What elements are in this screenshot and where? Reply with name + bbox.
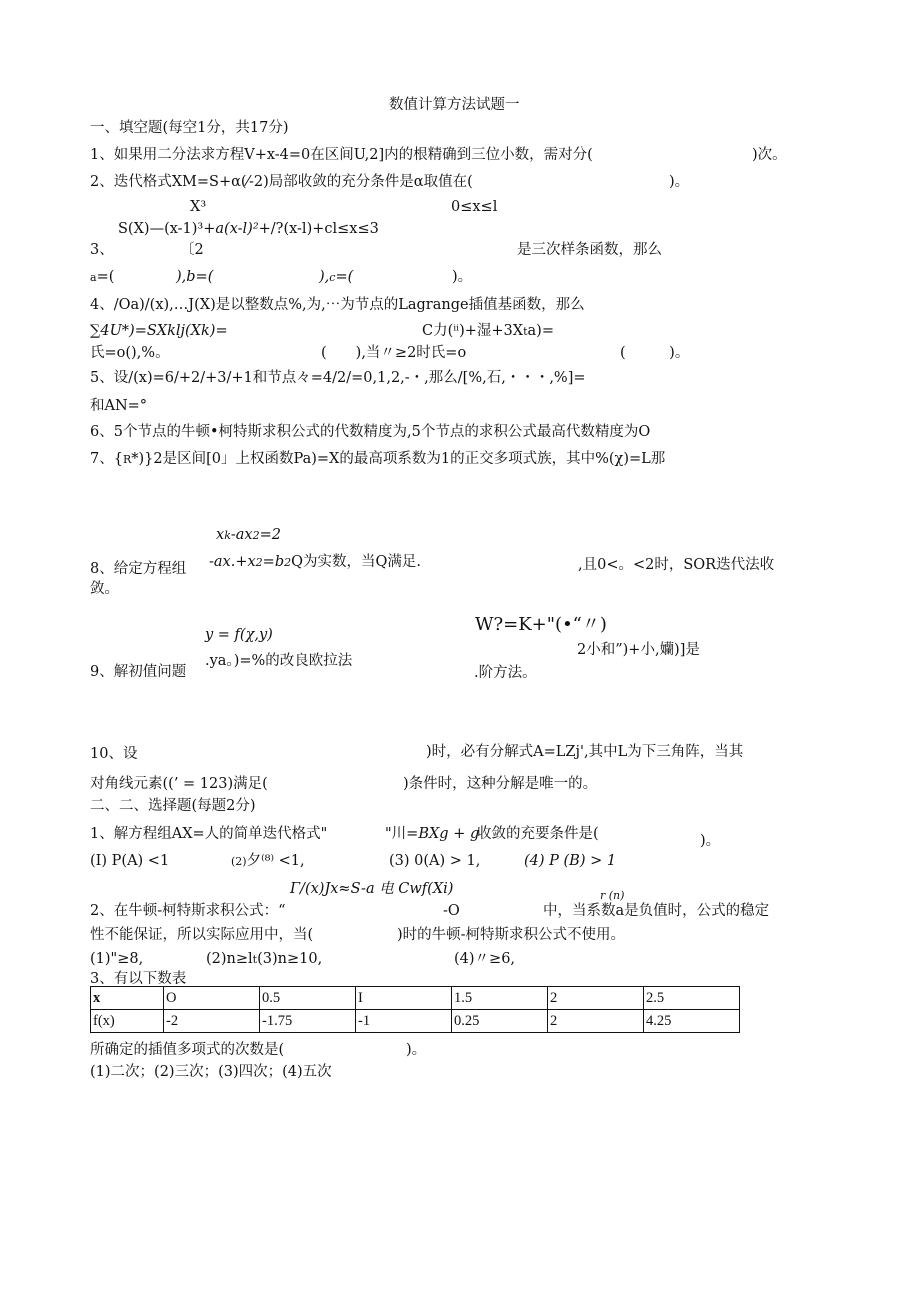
- eq1-ax: -ax: [230, 527, 253, 543]
- option-2-1-2-text: 夕⁽⁸⁾ <1,: [246, 853, 305, 869]
- option-2-2-2-sub: t: [252, 953, 258, 966]
- table-row-x: [91, 987, 740, 1010]
- option-2-1-2-number: (2): [231, 855, 247, 868]
- table-cell: 2: [548, 1010, 644, 1033]
- ode-initial-condition: .ya。)=%的改良欧拉法: [205, 653, 353, 669]
- table-cell: 1.5: [452, 987, 548, 1010]
- question-1-10-line2: 对角线元素((’ = 123)满足(: [90, 776, 268, 792]
- question-1-10-mid: )时，必有分解式A=LZj',其中L为下三角阵，当其: [426, 744, 744, 760]
- option-2-1-2: [231, 852, 305, 871]
- question-1-3-tail: 是三次样条函数，那么: [517, 242, 662, 258]
- option-2-1-3: (3) 0(A) > 1,: [389, 853, 481, 869]
- table-cell: f(x): [91, 1010, 164, 1033]
- question-1-2-text: 2、迭代格式XM=S+α(⁄-2)局部收敛的充分条件是α取值在(: [90, 174, 473, 190]
- spline-range-1: 0≤x≤l: [451, 199, 498, 215]
- question-1-8-line2: 敛。: [90, 581, 119, 597]
- iteration-italic: BXg + g: [418, 826, 480, 842]
- option-2-2-4: (4)〃≥6,: [454, 951, 516, 967]
- eq2-sub: 2: [255, 556, 263, 569]
- question-1-3-answers-c: [319, 268, 353, 287]
- lagrange-comb-sub: t: [523, 325, 528, 338]
- eq1-sub-k: k: [224, 529, 231, 542]
- system-equation-1: [216, 526, 281, 545]
- question-1-5-text: 5、设/(x)=6/+2/+3/+1和节点々=4/2/=0,1,2,-・,那么/[%,石,・・・,%]=: [90, 370, 586, 386]
- table-cell: I: [356, 987, 452, 1010]
- question-1-4-line3-c: ( )。: [620, 345, 690, 361]
- table-cell: x: [91, 987, 164, 1010]
- question-1-7-text: [90, 450, 665, 469]
- question-1-1-tail: )次。: [752, 147, 787, 163]
- question-2-2-mid: 中，当系数a是负值时，公式的稳定: [543, 903, 770, 919]
- table-cell: 4.25: [644, 1010, 740, 1033]
- lagrange-comb-head: C力(ⁱⁱ)+湿+3X: [422, 323, 524, 339]
- question-1-3-answers-b: ),b=(: [176, 269, 214, 285]
- question-1-10-text: 10、设: [90, 746, 138, 762]
- question-2-1-tail: )。: [700, 833, 721, 849]
- ode-equation: y = f(χ,y): [205, 627, 273, 643]
- q7-superscript: R: [122, 453, 132, 466]
- table-cell: -2: [164, 1010, 260, 1033]
- question-2-2-tail: )时的牛顿-柯特斯求积公式不使用。: [397, 927, 626, 943]
- question-2-2-text: 2、在牛顿-柯特斯求积公式：“: [90, 903, 286, 919]
- table-cell: 0.5: [260, 987, 356, 1010]
- question-2-2-line2: 性不能保证，所以实际应用中，当(: [90, 927, 314, 943]
- newton-cotes-formula: Γ/(x)Jx≈S-a 电 Cwf(Xi): [290, 881, 454, 897]
- question-1-8-tail: ,且0<。<2时，SOR迭代法收: [578, 557, 775, 573]
- spline-formula-italic: a(x-l)²: [215, 221, 259, 237]
- lagrange-sum: ∑4U*)=SXklj(Xk)=: [90, 323, 228, 339]
- spline-formula-tail: +/?(x-l)+cl≤x≤3: [258, 221, 379, 237]
- question-2-3-options: (1)二次；(2)三次；(3)四次；(4)五次: [90, 1064, 332, 1080]
- table-cell: -1.75: [260, 1010, 356, 1033]
- section-1-heading: 一、填空题(每空1分，共17分): [90, 120, 289, 136]
- option-2-2-3: (3)n≥10,: [257, 951, 323, 967]
- question-1-10-tail: )条件时，这种分解是唯一的。: [403, 776, 598, 792]
- table-cell: -1: [356, 1010, 452, 1033]
- eq2-lhs: -ax.+x: [209, 554, 256, 570]
- question-1-5-tail: 和AN=°: [90, 398, 148, 414]
- question-1-9-text: 9、解初值问题: [90, 664, 187, 680]
- spline-brace: 〔2: [180, 242, 204, 258]
- improved-euler-formula: W?=K+"(•“〃): [475, 614, 607, 635]
- c-paren: ),: [319, 269, 330, 285]
- improved-euler-formula-2: 2小和”)+小,孏)]是: [577, 642, 700, 658]
- question-2-1-text: 1、解方程组AX=人的简单迭代格式": [90, 826, 328, 842]
- spline-x-cubed: X³: [190, 199, 207, 215]
- question-1-9-tail: .阶方法。: [474, 665, 537, 681]
- question-2-3-text: 3、有以下数表: [90, 971, 187, 987]
- question-1-2-tail: )。: [669, 174, 690, 190]
- question-1-4-line3-a: 氏=o(),%。: [90, 345, 170, 361]
- table-row-fx: [91, 1010, 740, 1033]
- option-2-2-2: (2)n≥l: [206, 951, 253, 967]
- a-blank: =(: [96, 269, 115, 285]
- eq1-rhs: =2: [259, 527, 281, 543]
- page-title: 数值计算方法试题一: [389, 97, 520, 113]
- option-2-2-1: (1)"≥8,: [90, 951, 144, 967]
- question-1-4-text: 4、/Oa)/(x),…J(X)是以整数点%,为,⋯为节点的Lagrange插值基函数，那么: [90, 297, 585, 313]
- a-superscript: a: [90, 271, 97, 284]
- spline-formula-head: S(X)—(x-1)³+: [118, 221, 216, 237]
- question-1-1-text: 1、如果用二分法求方程V+x-4=0在区间U,2]内的根精确到三位小数，需对分(: [90, 147, 593, 163]
- data-table: [90, 986, 740, 1033]
- iteration-head: "川=: [385, 826, 419, 842]
- question-1-4-line3-b: ( ),当〃≥2时氏=o: [321, 345, 467, 361]
- eq1-sub-2: 2: [252, 529, 260, 542]
- eq2-b: =b: [262, 554, 285, 570]
- section-2-heading: 二、二、选择题(每题2分): [90, 798, 256, 814]
- eq2-tail: Q为实数，当Q满足.: [291, 554, 421, 570]
- q7-tail: *)}2是区间[0」上权函数Pa)=X的最高项系数为1的正交多项式族，其中%(χ)=L那: [131, 451, 666, 467]
- table-cell: 2.5: [644, 987, 740, 1010]
- spline-formula: [118, 220, 379, 238]
- table-cell: 2: [548, 987, 644, 1010]
- option-2-1-4: (4) P (B) > 1: [524, 853, 617, 869]
- c-blank: =(: [335, 269, 354, 285]
- iteration-formula: [385, 825, 479, 843]
- q7-head: 7、{: [90, 451, 123, 467]
- newton-cotes-coefficient: r (n): [600, 889, 625, 902]
- table-cell: 0.25: [452, 1010, 548, 1033]
- question-2-3-line2: 所确定的插值多项式的次数是(: [90, 1042, 285, 1058]
- option-2-2-23: [206, 950, 322, 969]
- question-1-8-text: 8、给定方程组: [90, 561, 187, 577]
- option-2-1-1: (I) P(A) <1: [90, 853, 170, 869]
- table-cell: O: [164, 987, 260, 1010]
- c-superscript: c: [329, 271, 336, 284]
- question-1-3-answers-a: [90, 268, 114, 287]
- system-equation-2: [209, 553, 421, 572]
- lagrange-comb-tail: a)=: [527, 323, 554, 339]
- question-2-1-mid: 收敛的充要条件是(: [477, 826, 599, 842]
- eq1-x: x: [216, 527, 225, 543]
- lagrange-combination: [422, 322, 554, 341]
- question-1-3-end: )。: [452, 269, 473, 285]
- eq2-sub-2: 2: [284, 556, 292, 569]
- question-2-3-tail: )。: [406, 1042, 427, 1058]
- question-1-3-number: 3、: [90, 242, 114, 258]
- question-1-6-text: 6、5个节点的牛顿•柯特斯求积公式的代数精度为,5个节点的求积公式最高代数精度为O: [90, 424, 651, 440]
- question-2-2-o: -O: [443, 903, 460, 919]
